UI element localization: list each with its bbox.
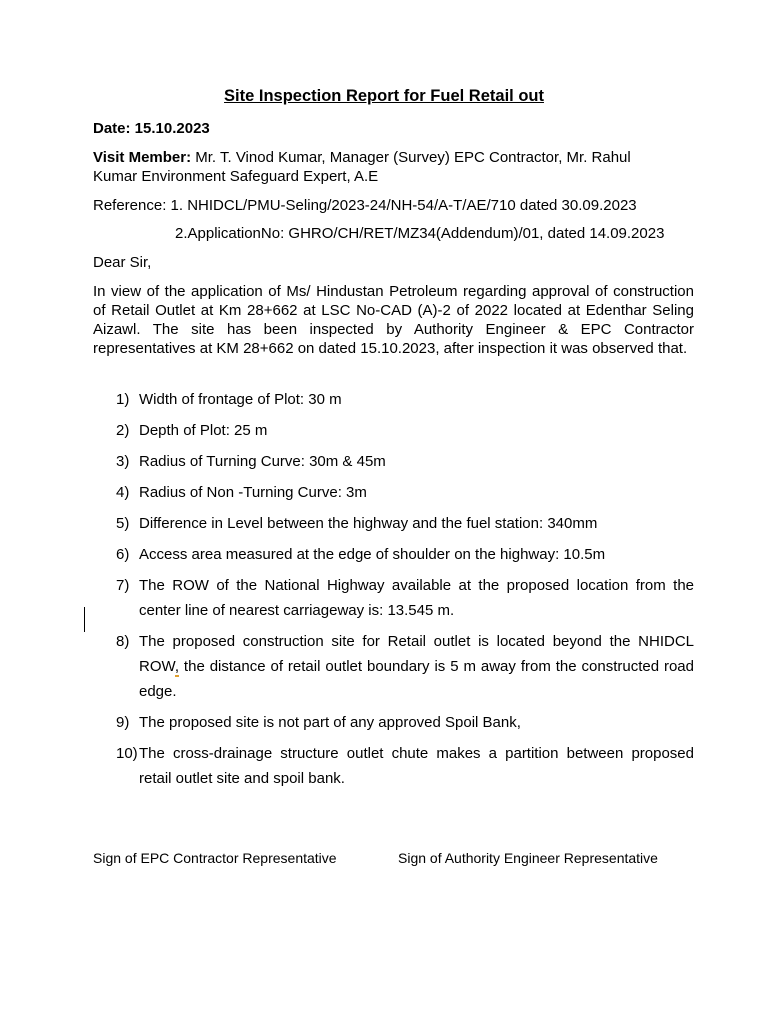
list-item-text: The cross-drainage structure outlet chute makes a partition between proposed retail outlet site and spoil bank. [139,745,694,787]
list-item-text: Access area measured at the edge of shoulder on the highway: 10.5m [139,546,606,563]
visit-member-line1: Mr. T. Vinod Kumar, Manager (Survey) EPC Contractor, Mr. Rahul [191,149,631,166]
list-item [93,418,694,443]
list-item-text: Radius of Turning Curve: 30m & 45m [139,453,386,470]
list-item [93,741,694,791]
list-item-number: 9) [116,714,130,731]
visit-member-label: Visit Member: [93,149,192,166]
list-item-number: 2) [116,422,130,439]
list-item [93,629,694,704]
list-item [93,387,694,412]
signature-authority-engineer: Sign of Authority Engineer Representative [398,850,658,866]
list-item-number: 4) [116,484,130,501]
text-cursor [84,607,85,632]
reference-2: 2.ApplicationNo: GHRO/CH/RET/MZ34(Addendum)/01, dated 14.09.2023 [175,225,665,242]
visit-member-line2: Kumar Environment Safeguard Expert, A.E [93,168,379,185]
list-item-text: Width of frontage of Plot: 30 m [139,391,342,408]
list-item-number: 6) [116,546,130,563]
list-item-number: 3) [116,453,130,470]
salutation: Dear Sir, [93,254,152,271]
list-item-text: The proposed site is not part of any approved Spoil Bank, [139,714,521,731]
edit-mark: , [174,658,180,675]
list-item-text-part-b: the distance of retail outlet boundary is 5 m away from the constructed road edge. [139,658,694,700]
list-item-text: Depth of Plot: 25 m [139,422,268,439]
reference-1: Reference: 1. NHIDCL/PMU-Seling/2023-24/NH-54/A-T/AE/710 dated 30.09.2023 [93,197,637,214]
list-item [93,480,694,505]
list-item [93,511,694,536]
list-item-number: 10) [116,745,138,762]
list-item-text: Difference in Level between the highway and the fuel station: 340mm [139,515,598,532]
observation-list [93,387,694,797]
list-item-number: 8) [116,633,130,650]
list-item-text [139,629,694,704]
list-item-number: 7) [116,577,130,594]
list-item-number: 5) [116,515,130,532]
body-paragraph: In view of the application of Ms/ Hindustan Petroleum regarding approval of construction of Retail Outlet at Km 28+662 at LSC No-CAD (A)-2 of 2022 located at Edenthar Seling Aizawl. The site has been inspected by Authority Engineer & EPC Contractor representatives at KM 28+662 on dated 15.10.2023, after inspection it was observed that. [93,283,694,357]
list-item [93,449,694,474]
signature-epc-contractor: Sign of EPC Contractor Representative [93,850,337,866]
list-item-text-part-a: The proposed construction site for Retail outlet is located beyond the NHIDCL ROW [139,633,694,675]
list-item-number: 1) [116,391,130,408]
report-title: Site Inspection Report for Fuel Retail out [224,87,544,105]
list-item-text: Radius of Non -Turning Curve: 3m [139,484,367,501]
list-item-text: The ROW of the National Highway available at the proposed location from the center line of nearest carriageway is: 13.545 m. [139,577,694,619]
list-item [93,710,694,735]
list-item [93,573,694,623]
visit-member [93,148,694,167]
list-item [93,542,694,567]
report-date: Date: 15.10.2023 [93,120,210,137]
